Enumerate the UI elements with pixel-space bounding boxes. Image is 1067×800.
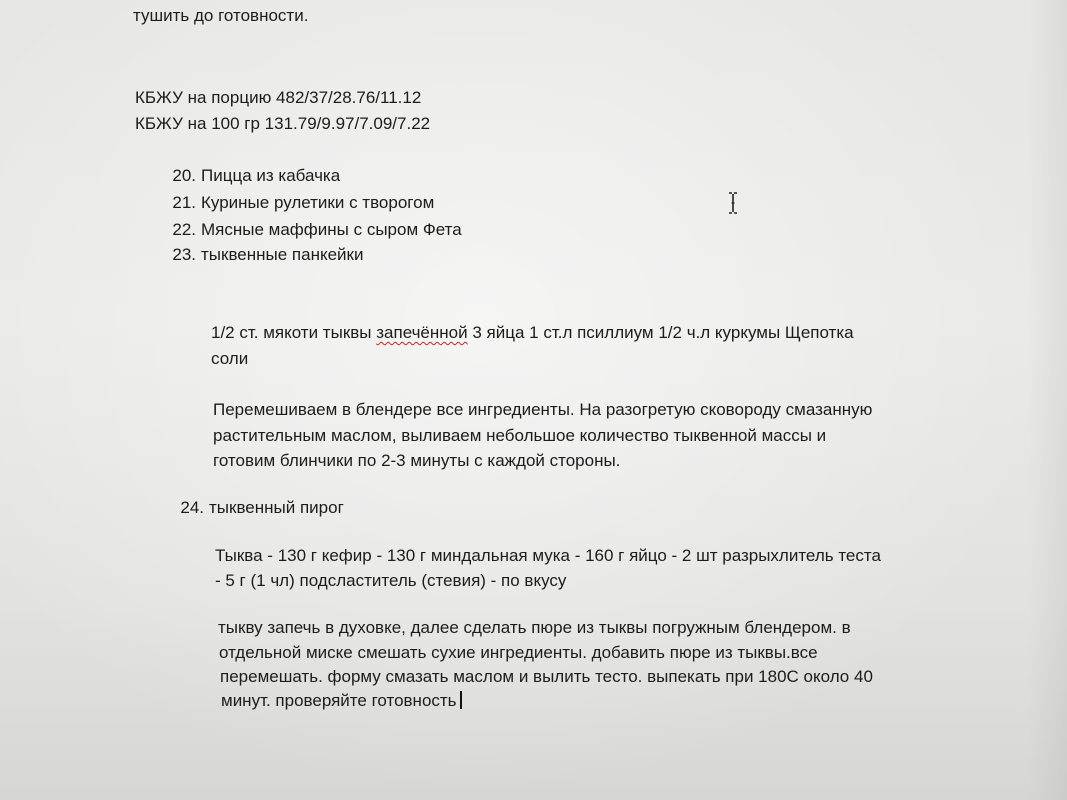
list-item: [174, 497, 344, 519]
kbju-portion: КБЖУ на порцию 482/37/28.76/11.12: [135, 88, 422, 107]
list-item: [166, 219, 462, 241]
pie-ingredients-line: Тыква - 130 г кефир - 130 г миндальная мука - 160 г яйцо - 2 шт разрыхлитель теста: [215, 546, 881, 565]
pancake-ingredients-line2: соли: [211, 349, 249, 368]
pancake-method-line: Перемешиваем в блендере все ингредиенты. На разогретую сковороду смазанную: [213, 400, 873, 419]
list-text: Пицца из кабачка: [201, 166, 341, 185]
list-text: тыквенный пирог: [209, 498, 344, 517]
pancake-ingredients-line1: 1/2 ст. мякоти тыквы запечённой 3 яйца 1 ст.л псиллиум 1/2 ч.л куркумы Щепотка: [211, 323, 854, 342]
list-text: Мясные маффины с сыром Фета: [201, 220, 462, 239]
pie-ingredients-line: - 5 г (1 чл) подсластитель (стевия) - по вкусу: [215, 571, 567, 590]
misspelled-word[interactable]: запечённой: [376, 323, 468, 342]
pie-method-line: отдельной миске смешать сухие ингредиенты. добавить пюре из тыквы.все: [219, 643, 818, 662]
list-number: 22.: [172, 220, 196, 239]
list-item: [166, 244, 363, 266]
pancake-method-line: растительным маслом, выливаем небольшое количество тыквенной массы и: [213, 426, 827, 445]
list-number: 21.: [172, 193, 196, 212]
pie-method-line: перемешать. форму смазать маслом и вылить тесто. выпекать при 180С около 40: [220, 667, 873, 686]
kbju-100g: КБЖУ на 100 гр 131.79/9.97/7.09/7.22: [135, 114, 431, 133]
text-caret-icon: [460, 691, 462, 709]
list-text: Куриные рулетики с творогом: [201, 193, 435, 212]
list-number: 20.: [172, 166, 196, 185]
pancake-method-line: готовим блинчики по 2-3 минуты с каждой стороны.: [213, 451, 621, 470]
list-item: [166, 165, 340, 187]
list-item: [166, 192, 434, 214]
text-ibeam-icon: [728, 192, 738, 214]
list-number: 24.: [180, 498, 204, 517]
pie-method-line: тыкву запечь в духовке, далее сделать пюре из тыквы погружным блендером. в: [218, 618, 851, 637]
screen-edge-shadow: [1027, 0, 1067, 800]
list-number: 23.: [172, 245, 196, 264]
top-line: тушить до готовности.: [133, 6, 309, 25]
list-text: тыквенные панкейки: [201, 245, 364, 264]
pie-method-line-last: минут. проверяйте готовность: [221, 690, 462, 712]
